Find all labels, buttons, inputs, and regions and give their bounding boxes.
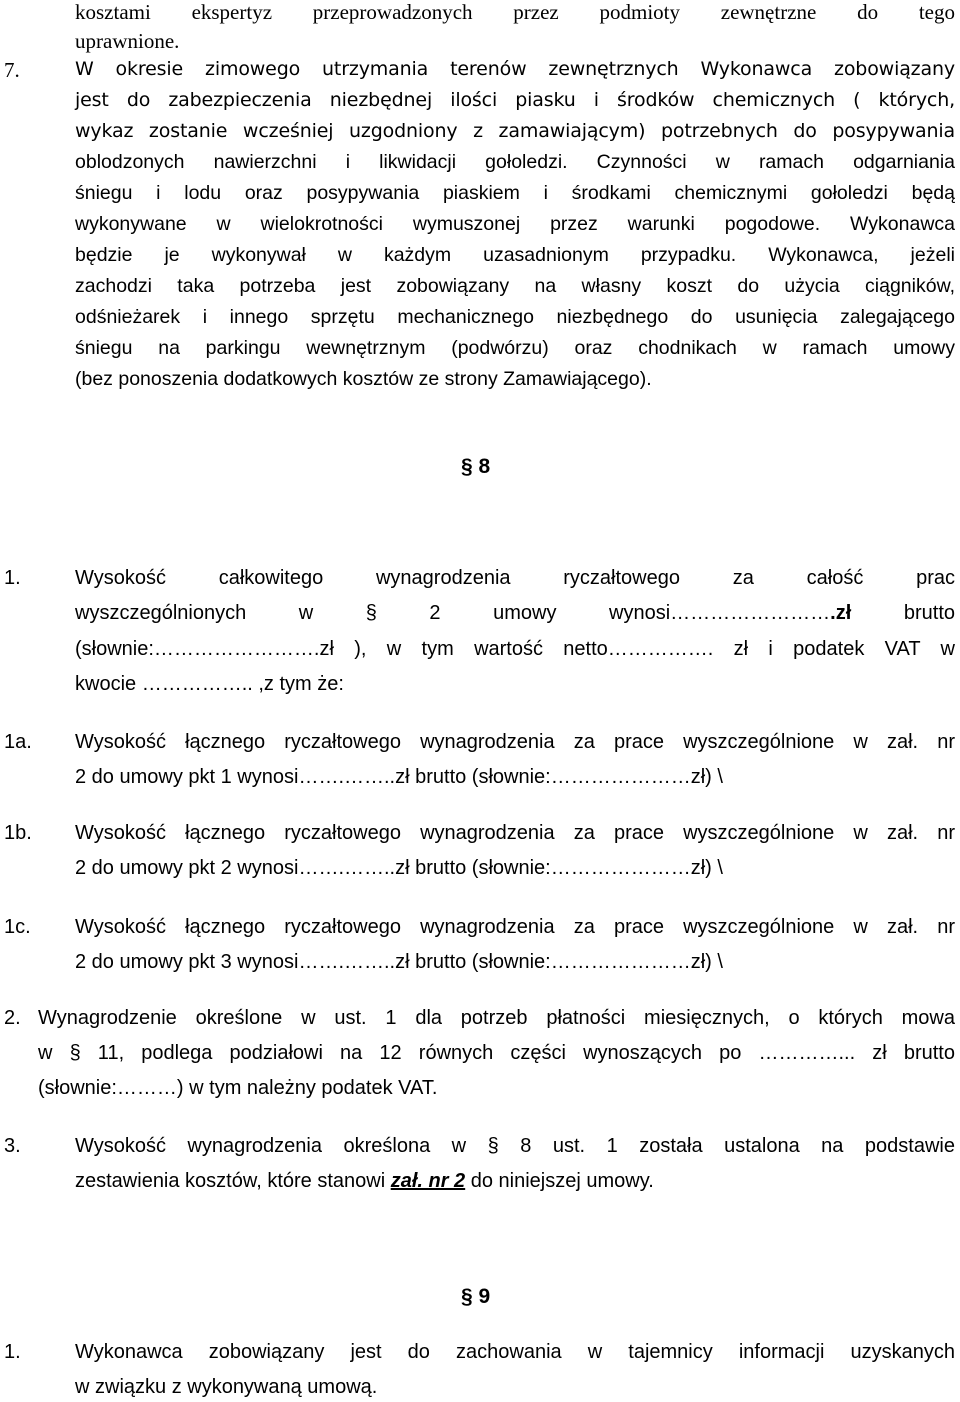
s8-p1a-line-1: Wysokość łącznego ryczałtowego wynagrodzenia za prace wyszczególnione w zał. nr	[75, 731, 955, 753]
section-9-heading: § 9	[461, 1285, 491, 1308]
s8-p1b-line-1: Wysokość łącznego ryczałtowego wynagrodzenia za prace wyszczególnione w zał. nr	[75, 822, 955, 844]
s8-p2-line-3: (słownie:………) w tym należny podatek VAT.	[38, 1077, 438, 1099]
s8-p3-line-2: zestawienia kosztów, które stanowi zał. nr 2 do niniejszej umowy.	[75, 1170, 654, 1192]
s9-p1-line-2: w związku z wykonywaną umową.	[75, 1376, 378, 1398]
s8-p1-line-3: (słownie:…………………….zł ), w tym wartość netto……………. zł i podatek VAT w	[75, 638, 955, 660]
item-7-line: jest do zabezpieczenia niezbędnej ilości piasku i środków chemicznych ( których,	[75, 89, 955, 111]
s8-p1c-line-1: Wysokość łącznego ryczałtowego wynagrodzenia za prace wyszczególnione w zał. nr	[75, 916, 955, 938]
item-7-line: zachodzi taka potrzeba jest zobowiązany na własny koszt do użycia ciągników,	[75, 275, 955, 297]
s8-p2-number: 2.	[4, 1007, 21, 1029]
item-7-line: będzie je wykonywał w każdym uzasadnionym przypadku. Wykonawca, jeżeli	[75, 244, 955, 266]
s8-p1b-line-2: 2 do umowy pkt 2 wynosi…….……..zł brutto (słownie:…………………zł) \	[75, 857, 723, 879]
s8-p3-number: 3.	[4, 1135, 21, 1157]
item-7-number: 7.	[4, 58, 20, 82]
prev-item-line-1: kosztami ekspertyz przeprowadzonych przez podmioty zewnętrzne do tego	[75, 0, 955, 24]
s9-p1-line-1: Wykonawca zobowiązany jest do zachowania w tajemnicy informacji uzyskanych	[75, 1341, 955, 1363]
s8-p1-line-2: wyszczególnionych w § 2 umowy wynosi…………………….zł brutto	[75, 602, 955, 624]
item-7-line: śniegu na parkingu wewnętrznym (podwórzu) oraz chodnikach w ramach umowy	[75, 337, 955, 359]
item-7-line: śniegu i lodu oraz posypywania piaskiem i środkami chemicznymi gołoledzi będą	[75, 182, 955, 204]
s8-p1c-line-2: 2 do umowy pkt 3 wynosi…….……..zł brutto (słownie:…………………zł) \	[75, 951, 723, 973]
item-7-line: W okresie zimowego utrzymania terenów zewnętrznych Wykonawca zobowiązany	[75, 58, 955, 80]
attachment-2-reference: zał. nr 2	[390, 1170, 466, 1192]
s9-p1-number: 1.	[4, 1341, 21, 1363]
s8-p1-line-1: Wysokość całkowitego wynagrodzenia ryczałtowego za całość prac	[75, 567, 955, 589]
item-7-line: wykaz zostanie wcześniej uzgodniony z zamawiającym) potrzebnych do posypywania	[75, 120, 955, 142]
s8-p1b-number: 1b.	[4, 822, 32, 844]
prev-item-line-2: uprawnione.	[75, 29, 180, 53]
s8-p1a-line-2: 2 do umowy pkt 1 wynosi…….……..zł brutto (słownie:…………………zł) \	[75, 766, 723, 788]
item-7-line: (bez ponoszenia dodatkowych kosztów ze strony Zamawiającego).	[75, 368, 652, 390]
s8-p2-line-1: Wynagrodzenie określone w ust. 1 dla potrzeb płatności miesięcznych, o których mowa	[38, 1007, 955, 1029]
s8-p1a-number: 1a.	[4, 731, 32, 753]
item-7-line: oblodzonych nawierzchni i likwidacji gołoledzi. Czynności w ramach odgarniania	[75, 151, 955, 173]
s8-p3-line-1: Wysokość wynagrodzenia określona w § 8 ust. 1 została ustalona na podstawie	[75, 1135, 955, 1157]
s8-p2-line-2: w § 11, podlega podziałowi na 12 równych części wynoszących po …………... zł brutto	[38, 1042, 955, 1064]
s8-p1-number: 1.	[4, 567, 21, 589]
item-7-line: wykonywane w wielokrotności wymuszonej przez warunki pogodowe. Wykonawca	[75, 213, 955, 235]
item-7-line: odśnieżarek i innego sprzętu mechanicznego niezbędnego do usunięcia zalegającego	[75, 306, 955, 328]
section-8-heading: § 8	[461, 455, 491, 478]
s8-p1-line-4: kwocie …………….. ,z tym że:	[75, 673, 344, 695]
s8-p1c-number: 1c.	[4, 916, 31, 938]
